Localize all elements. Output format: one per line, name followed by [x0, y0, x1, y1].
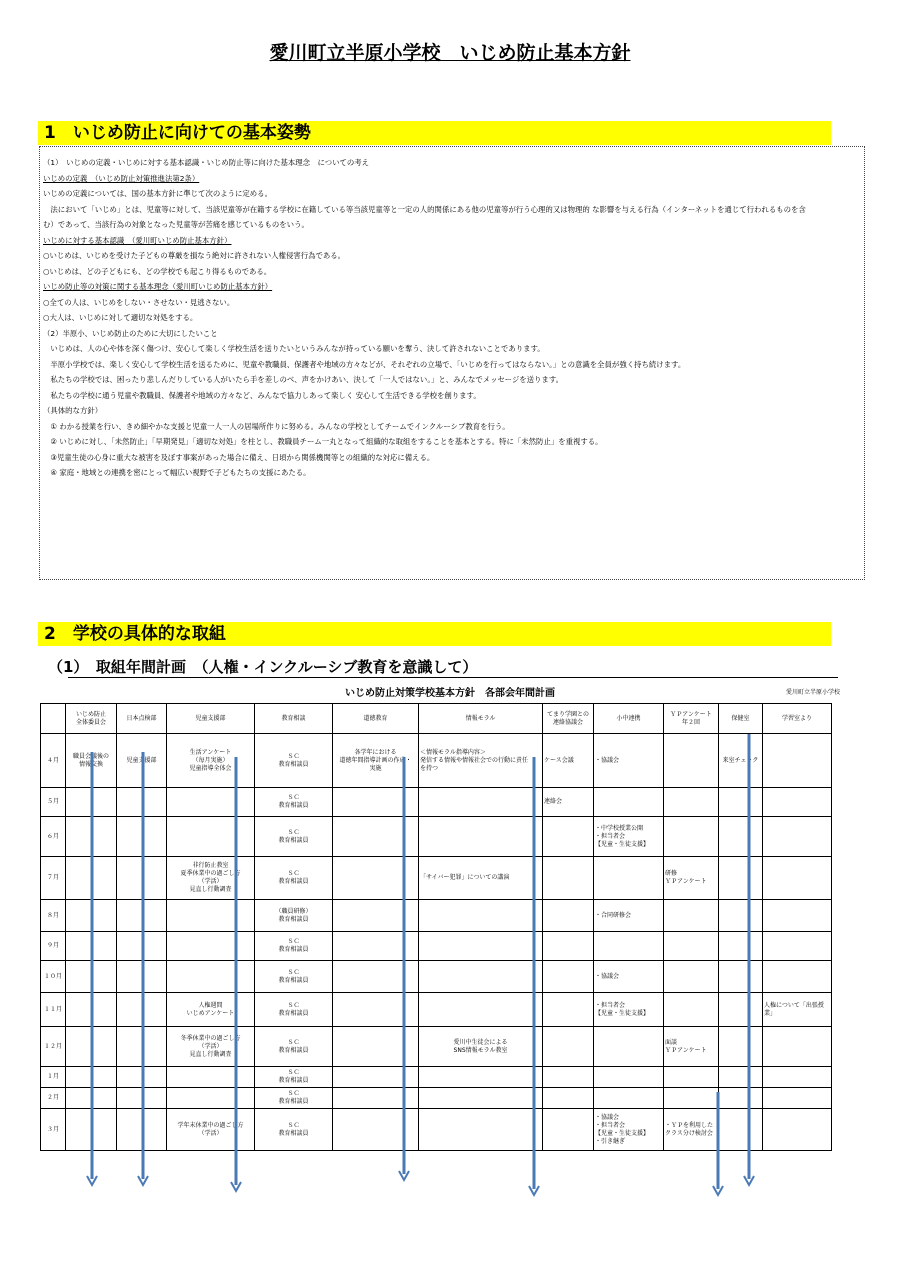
table-cell — [543, 857, 594, 900]
policy-line: 半原小学校では、楽しく安心して学校生活を送るために、児童や教職員、保護者や地域の方々などが、それぞれの立場で、「いじめを行ってはならない。」との意識を全員が強く持ち続けます。 — [43, 359, 686, 369]
table-cell: 各学年における 道徳年間指導計画の作成・ 実施 — [333, 734, 419, 788]
month-cell: ３月 — [41, 1109, 66, 1151]
school-name: 愛川町立半原小学校 — [785, 689, 840, 696]
table-cell: ＳＣ 教育相談員 — [255, 1088, 333, 1109]
table-cell: ケース会議 — [543, 734, 594, 788]
table-cell — [594, 788, 664, 817]
table-cell: 来室チェック — [719, 734, 763, 788]
table-cell — [763, 857, 832, 900]
table-cell: ＜情報モラル指導内容＞ 発信する情報や情報社会での行動に責任 を持つ — [419, 734, 543, 788]
table-row — [41, 857, 832, 900]
table-cell — [66, 900, 117, 932]
table-cell — [333, 961, 419, 993]
column-header: ＹＰアンケート 年２回 — [664, 704, 719, 734]
table-cell — [66, 1088, 117, 1109]
policy-line: ○いじめは、どの子どもにも、どの学校でも起こり得るものである。 — [43, 266, 272, 276]
table-cell: ＳＣ 教育相談員 — [255, 1067, 333, 1088]
table-cell — [419, 900, 543, 932]
arrow-head — [744, 1176, 754, 1185]
section1-content-box — [39, 146, 865, 580]
policy-line: （1） いじめの定義・いじめに対する基本認識・いじめ防止等に向けた基本理念 についての考え — [43, 158, 370, 167]
document-title: 愛川町立半原小学校 いじめ防止基本方針 — [269, 42, 631, 64]
table-cell — [333, 1088, 419, 1109]
table-cell — [543, 900, 594, 932]
table-cell — [419, 817, 543, 857]
table-cell — [719, 1067, 763, 1088]
section2-heading: 2 学校の具体的な取組 — [38, 622, 831, 646]
month-cell: ７月 — [41, 857, 66, 900]
month-cell: １１月 — [41, 993, 66, 1027]
table-row — [41, 734, 832, 788]
arrow-head — [713, 1186, 723, 1195]
table-cell: ＳＣ 教育相談員 — [255, 1027, 333, 1067]
table-cell — [117, 857, 167, 900]
table-cell — [719, 1027, 763, 1067]
table-cell — [594, 932, 664, 961]
table-cell — [543, 932, 594, 961]
policy-line: いじめの定義については、国の基本方針に準じて次のように定める。 — [43, 189, 272, 198]
table-cell — [763, 1088, 832, 1109]
table-cell — [543, 1109, 594, 1151]
table-cell: ＳＣ 教育相談員 — [255, 961, 333, 993]
table-cell — [66, 788, 117, 817]
table-cell — [419, 1067, 543, 1088]
table-cell — [333, 1067, 419, 1088]
table-cell — [763, 961, 832, 993]
table-row — [41, 817, 832, 857]
table-cell: 人権について「出張授業」 — [763, 993, 832, 1027]
table-header-row — [41, 704, 832, 734]
table-row — [41, 993, 832, 1027]
table-cell — [419, 788, 543, 817]
table-cell: 非行防止教室 夏季休業中の過ごし方 （学活） 見直し行動調査 — [167, 857, 255, 900]
column-header: 学習室より — [763, 704, 832, 734]
table-cell — [664, 932, 719, 961]
table-cell — [333, 857, 419, 900]
table-cell — [763, 817, 832, 857]
table-cell — [664, 788, 719, 817]
table-row — [41, 1067, 832, 1088]
table-cell: 研修 ＹＰアンケート — [664, 857, 719, 900]
table-cell — [719, 817, 763, 857]
column-header: 道徳教育 — [333, 704, 419, 734]
table-cell: 生活アンケート （毎月実施） 児童指導全体会 — [167, 734, 255, 788]
table-cell: ・担当者会 【児童・生徒支援】 — [594, 993, 664, 1027]
table-cell — [419, 1088, 543, 1109]
annual-plan-heading: （1） 取組年間計画 （人権・インクルーシブ教育を意識して） — [48, 658, 478, 676]
policy-line: 私たちの学校では、困ったり悲しんだりしている人がいたら手を差しのべ、声をかけあい、決して「一人ではない。」と、みんなでメッセージを送ります。 — [43, 375, 564, 384]
table-cell — [167, 1067, 255, 1088]
table-cell — [66, 1067, 117, 1088]
table-cell: 「サイバー犯罪」についての講演 — [419, 857, 543, 900]
policy-line: ② いじめに対し、「未然防止」「早期発見」「適切な対処」を柱とし、教職員チーム一丸となって組織的な取組をすることを基本とする。特に「未然防止」を重視する。 — [43, 437, 603, 446]
table-cell — [333, 1109, 419, 1151]
month-cell: １０月 — [41, 961, 66, 993]
table-cell — [543, 1067, 594, 1088]
policy-line: いじめ防止等の対策に関する基本理念（愛川町いじめ防止基本方針） — [43, 282, 273, 291]
arrow-head — [529, 1186, 539, 1195]
table-cell — [167, 961, 255, 993]
column-header: てまり学園との 連絡協議会 — [543, 704, 594, 734]
column-header: 小中連携 — [594, 704, 664, 734]
policy-line: いじめの定義 （いじめ防止対策推進法第2条） — [43, 173, 200, 183]
annual-plan-table — [40, 703, 832, 1151]
table-cell: ・合同研修会 — [594, 900, 664, 932]
table-cell: ＳＣ 教育相談員 — [255, 788, 333, 817]
table-cell — [719, 900, 763, 932]
policy-line: いじめに対する基本認識 （愛川町いじめ防止基本方針） — [43, 235, 232, 245]
table-cell — [719, 993, 763, 1027]
month-cell: ５月 — [41, 788, 66, 817]
table-cell — [664, 1067, 719, 1088]
column-header: いじめ防止 全体委員会 — [66, 704, 117, 734]
policy-line: む）であって、当該行為の対象となった児童等が苦痛を感じているものをいう。 — [43, 220, 309, 229]
table-cell — [117, 1067, 167, 1088]
column-header: 児童支援部 — [167, 704, 255, 734]
table-cell — [763, 1027, 832, 1067]
arrow-head — [231, 1182, 241, 1191]
table-cell — [117, 900, 167, 932]
month-cell: ２月 — [41, 1088, 66, 1109]
table-cell: ＳＣ 教育相談員 — [255, 734, 333, 788]
table-cell — [66, 1109, 117, 1151]
table-cell — [117, 788, 167, 817]
table-cell — [594, 857, 664, 900]
table-cell: 児童支援部 — [117, 734, 167, 788]
table-cell — [543, 817, 594, 857]
table-cell — [66, 817, 117, 857]
policy-line: ○全ての人は、いじめをしない・させない・見逃さない。 — [43, 297, 235, 307]
table-cell: 面談 ＹＰアンケート — [664, 1027, 719, 1067]
policy-line: ④ 家庭・地域との連携を密にとって幅広い視野で子どもたちの支援にあたる。 — [43, 468, 311, 477]
table-cell — [333, 1027, 419, 1067]
month-cell: １月 — [41, 1067, 66, 1088]
table-row — [41, 788, 832, 817]
table-cell — [594, 1067, 664, 1088]
month-cell: ４月 — [41, 734, 66, 788]
column-header: 日本点検部 — [117, 704, 167, 734]
table-cell — [117, 961, 167, 993]
table-cell — [543, 1027, 594, 1067]
table-cell — [664, 1088, 719, 1109]
table-cell — [333, 788, 419, 817]
column-header: 保健室 — [719, 704, 763, 734]
table-cell — [117, 1109, 167, 1151]
month-cell: ９月 — [41, 932, 66, 961]
table-cell: ・ＹＰを利用した クラス分け検討会 — [664, 1109, 719, 1151]
table-cell — [419, 1109, 543, 1151]
table-cell — [167, 1088, 255, 1109]
table-cell — [763, 788, 832, 817]
policy-line: ① わかる授業を行い、きめ細やかな支援と児童一人一人の居場所作りに努める。みんなの学校としてチームでインクルーシブ教育を行う。 — [43, 421, 510, 431]
table-cell — [719, 932, 763, 961]
table-cell — [763, 1067, 832, 1088]
table-cell — [66, 1027, 117, 1067]
table-cell — [419, 993, 543, 1027]
table-cell — [719, 961, 763, 993]
table-cell — [543, 1088, 594, 1109]
table-cell: ・協議会 — [594, 734, 664, 788]
column-header: 情報モラル — [419, 704, 543, 734]
table-cell — [763, 900, 832, 932]
policy-line: ○大人は、いじめに対して適切な対処をする。 — [43, 313, 198, 322]
table-cell — [719, 788, 763, 817]
table-cell — [66, 932, 117, 961]
table-cell: ＳＣ 教育相談員 — [255, 932, 333, 961]
policy-line: いじめは、人の心や体を深く傷つけ、安心して楽しく学校生活を送りたいというみんなが持っている願いを奪う、決して許されないことであります。 — [43, 344, 545, 353]
table-cell: ・中学校授業公開 ・担当者会 【児童・生徒支援】 — [594, 817, 664, 857]
table-cell: ・協議会 ・担当者会 【児童・生徒支援】 ・引き継ぎ — [594, 1109, 664, 1151]
table-cell — [763, 1109, 832, 1151]
table-cell — [167, 817, 255, 857]
table-cell — [333, 900, 419, 932]
policy-line: （2）半原小、いじめ防止のために大切にしたいこと — [43, 328, 218, 338]
table-row — [41, 961, 832, 993]
table-cell: 職員会議後の 情報交換 — [66, 734, 117, 788]
table-cell — [664, 817, 719, 857]
table-row — [41, 1109, 832, 1151]
table-cell — [664, 900, 719, 932]
table-cell: 人権週間 いじめアンケート — [167, 993, 255, 1027]
table-cell: ＳＣ 教育相談員 — [255, 1109, 333, 1151]
table-cell: 冬季休業中の過ごし方 （学活） 見直し行動調査 — [167, 1027, 255, 1067]
table-cell: 連絡会 — [543, 788, 594, 817]
policy-line: （具体的な方針） — [43, 406, 103, 415]
table-cell — [543, 961, 594, 993]
table-cell: ・協議会 — [594, 961, 664, 993]
table-cell — [333, 932, 419, 961]
table-cell — [763, 734, 832, 788]
table-cell: 学年末休業中の過ごし方 （学活） — [167, 1109, 255, 1151]
table-cell — [66, 961, 117, 993]
table-cell — [117, 817, 167, 857]
arrow-head — [399, 1171, 409, 1180]
table-cell — [66, 857, 117, 900]
heading-underline — [68, 677, 838, 678]
table-cell — [419, 932, 543, 961]
section1-heading: 1 いじめ防止に向けての基本姿勢 — [38, 121, 831, 145]
table-cell: （職員研修） 教育相談員 — [255, 900, 333, 932]
table-cell — [543, 993, 594, 1027]
table-cell — [594, 1088, 664, 1109]
table-cell: ＳＣ 教育相談員 — [255, 817, 333, 857]
table-row — [41, 900, 832, 932]
table-cell: ＳＣ 教育相談員 — [255, 857, 333, 900]
month-cell: ８月 — [41, 900, 66, 932]
month-cell: ６月 — [41, 817, 66, 857]
policy-line: ③児童生徒の心身に重大な被害を及ぼす事案があった場合に備え、日頃から関係機関等との組織的な対応に備える。 — [43, 452, 435, 462]
column-header — [41, 704, 66, 734]
table-cell — [167, 900, 255, 932]
table-cell — [117, 932, 167, 961]
table-row — [41, 1088, 832, 1109]
table-cell — [763, 932, 832, 961]
table-cell — [719, 857, 763, 900]
table-cell — [664, 734, 719, 788]
policy-line: 法において「いじめ」とは、児童等に対して、当該児童等が在籍する学校に在籍している等当該児童等と一定の人的関係にある他の児童等が行う心理的又は物理的 な影響を与える行為（インターネットを通じて行われるものを含 — [43, 204, 806, 214]
table-row — [41, 932, 832, 961]
table-cell — [664, 961, 719, 993]
table-cell — [117, 993, 167, 1027]
table-cell — [419, 961, 543, 993]
table-row — [41, 1027, 832, 1067]
table-cell — [117, 1088, 167, 1109]
table-cell — [167, 788, 255, 817]
arrow-head — [87, 1176, 97, 1185]
table-cell — [664, 993, 719, 1027]
table-cell — [333, 817, 419, 857]
policy-line: 私たちの学校に通う児童や教職員、保護者や地域の方々など、みんなで協力しあって楽しく 安心して生活できる学校を創ります。 — [43, 390, 481, 400]
table-cell — [719, 1109, 763, 1151]
table-cell — [167, 932, 255, 961]
column-header: 教育相談 — [255, 704, 333, 734]
table-cell — [719, 1088, 763, 1109]
table-title: いじめ防止対策学校基本方針 各部会年間計画 — [345, 688, 555, 699]
table-cell — [117, 1027, 167, 1067]
arrow-head — [138, 1176, 148, 1185]
table-cell — [594, 1027, 664, 1067]
month-cell: １２月 — [41, 1027, 66, 1067]
policy-line: ○いじめは、いじめを受けた子どもの尊厳を損なう絶対に許されない人権侵害行為である。 — [43, 251, 346, 260]
table-cell: ＳＣ 教育相談員 — [255, 993, 333, 1027]
table-cell — [66, 993, 117, 1027]
table-cell: 愛川中生徒会による SNS情報モラル教室 — [419, 1027, 543, 1067]
table-cell — [333, 993, 419, 1027]
